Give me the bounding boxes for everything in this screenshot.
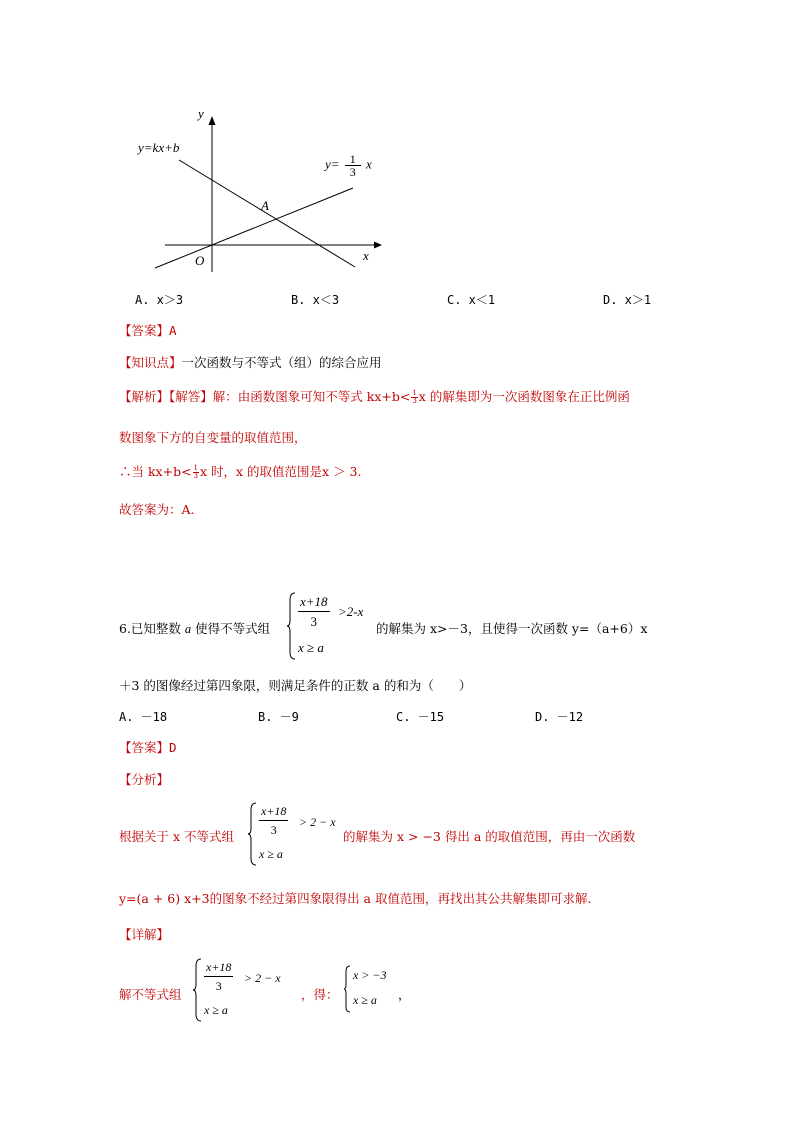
line2-frac-num: 1: [345, 153, 361, 166]
y-axis-label: y: [198, 106, 204, 121]
q6-detail-a: 解不等式组: [119, 987, 182, 1002]
analysis-sys-line2: x ≥ a: [259, 847, 283, 861]
line2-label-suffix: x: [366, 156, 372, 172]
x-axis-label: x: [363, 248, 369, 263]
x-axis-arrow: [374, 242, 382, 249]
sys1-rhs: >2-x: [338, 604, 364, 619]
y-axis-arrow: [209, 116, 216, 125]
analysis-line3-b: x 时，x 的取值范围是x ＞ 3.: [200, 464, 362, 479]
function-graph: [135, 100, 395, 280]
answer-value: A: [169, 323, 177, 338]
detail-sol-line2: x ≥ a: [353, 993, 377, 1007]
q6-stem-c: 的解集为 x>－3，且使得一次函数 y=（a+6）x: [376, 621, 648, 636]
detail-sys-rhs: > 2 − x: [244, 971, 281, 985]
q6-option-b: B. －9: [258, 710, 299, 724]
q5-analysis-line1: [119, 387, 630, 405]
detail-sys-den: 3: [215, 979, 222, 993]
q5-knowledge: [119, 353, 382, 371]
q6-analysis-tag: 【分析】: [119, 772, 170, 787]
q6-answer: [119, 738, 177, 756]
point-a-label: A: [261, 198, 269, 213]
q6-detail-system: [192, 958, 292, 1022]
q6-analysis-c: y=(a + 6) x+3的图象不经过第四象限得出 a 取值范围，再找出其公共解集即可求解.: [119, 891, 592, 906]
analysis-text-a: 解：由函数图象可知不等式 kx+b<: [212, 389, 411, 404]
q5-option-c: C. x＜1: [447, 293, 496, 307]
analysis-sys-rhs: > 2 − x: [299, 815, 336, 829]
left-brace-icon: [286, 592, 296, 660]
left-brace-icon: [247, 802, 257, 866]
detail-sys-fraction: [204, 960, 233, 992]
analysis-frac-num: 1: [412, 389, 417, 397]
line1-label: y=kx+b: [138, 140, 180, 155]
q6-stem-a: 6.已知整数: [119, 621, 185, 636]
detail-sol-line1: x > −3: [353, 968, 387, 982]
q6-analysis-b: 的解集为 x > −3 得出 a 的取值范围，再由一次函数: [343, 829, 636, 844]
q6-inequality-system: [286, 592, 376, 660]
q6-answer-tag: 【答案】: [119, 740, 170, 755]
q6-answer-value: D: [169, 740, 177, 755]
analysis-sys-num: x+18: [259, 804, 288, 821]
knowledge-tag: 【知识点】: [119, 355, 182, 370]
q6-detail-solution: [343, 965, 403, 1013]
analysis-text-b: x 的解集即为一次函数图象在正比例函: [418, 389, 630, 404]
analysis-line3-a: ∴当 kx+b<: [119, 464, 192, 479]
q6-stem-d: ＋3 的图像经过第四象限，则满足条件的正数 a 的和为（ ）: [119, 678, 472, 693]
q5-conclusion: 故答案为：A.: [119, 502, 195, 517]
q5-option-b: B. x＜3: [291, 293, 340, 307]
line2-fraction: [345, 153, 361, 178]
q6-stem-line1: [119, 619, 270, 637]
analysis-sys-den: 3: [270, 823, 277, 837]
analysis-line3-frac-den: 3: [193, 472, 199, 480]
sys1-num: x+18: [298, 594, 330, 612]
sys1-line2: x ≥ a: [298, 640, 324, 655]
q5-analysis-line2: 数图象下方的自变量的取值范围，: [119, 430, 307, 445]
line2-frac-den: 3: [349, 165, 356, 179]
line2-label-prefix: y=: [325, 156, 340, 172]
q6-detail-end: ，: [398, 987, 411, 1002]
q6-stem-b: 使得不等式组: [191, 621, 271, 636]
q5-analysis-line3: [119, 462, 362, 480]
q6-stem-var-a: a: [184, 622, 192, 636]
line-third-x: [155, 188, 353, 268]
analysis-fraction: [411, 390, 417, 405]
q6-option-a: A. －18: [119, 710, 168, 724]
q6-analysis-a: 根据关于 x 不等式组: [119, 829, 234, 844]
q6-option-c: C. －15: [396, 710, 445, 724]
analysis-sys-fraction: [259, 804, 288, 836]
q6-detail-tag: 【详解】: [119, 927, 170, 942]
q6-option-d: D. －12: [535, 710, 584, 724]
analysis-line3-frac-num: 1: [193, 464, 199, 472]
q6-detail-b: ，得：: [301, 987, 339, 1002]
q5-option-a: A. x＞3: [135, 293, 184, 307]
analysis-line3-fraction: [193, 465, 199, 480]
analysis-frac-den: 3: [412, 397, 417, 405]
left-brace-icon: [192, 958, 202, 1022]
left-brace-icon: [343, 965, 351, 1013]
q5-answer: [119, 321, 177, 339]
analysis-tag: 【解析】【解答】: [119, 389, 213, 404]
sys1-fraction: [298, 594, 330, 628]
answer-tag: 【答案】: [119, 323, 170, 338]
sys1-den: 3: [310, 614, 318, 629]
q5-option-d: D. x＞1: [603, 293, 652, 307]
knowledge-text: 一次函数与不等式（组）的综合应用: [181, 355, 382, 370]
q6-analysis-system: [247, 802, 342, 866]
line2-label: [325, 153, 372, 178]
detail-sys-line2: x ≥ a: [204, 1003, 228, 1017]
detail-sys-num: x+18: [204, 960, 233, 977]
origin-label: O: [195, 253, 205, 268]
